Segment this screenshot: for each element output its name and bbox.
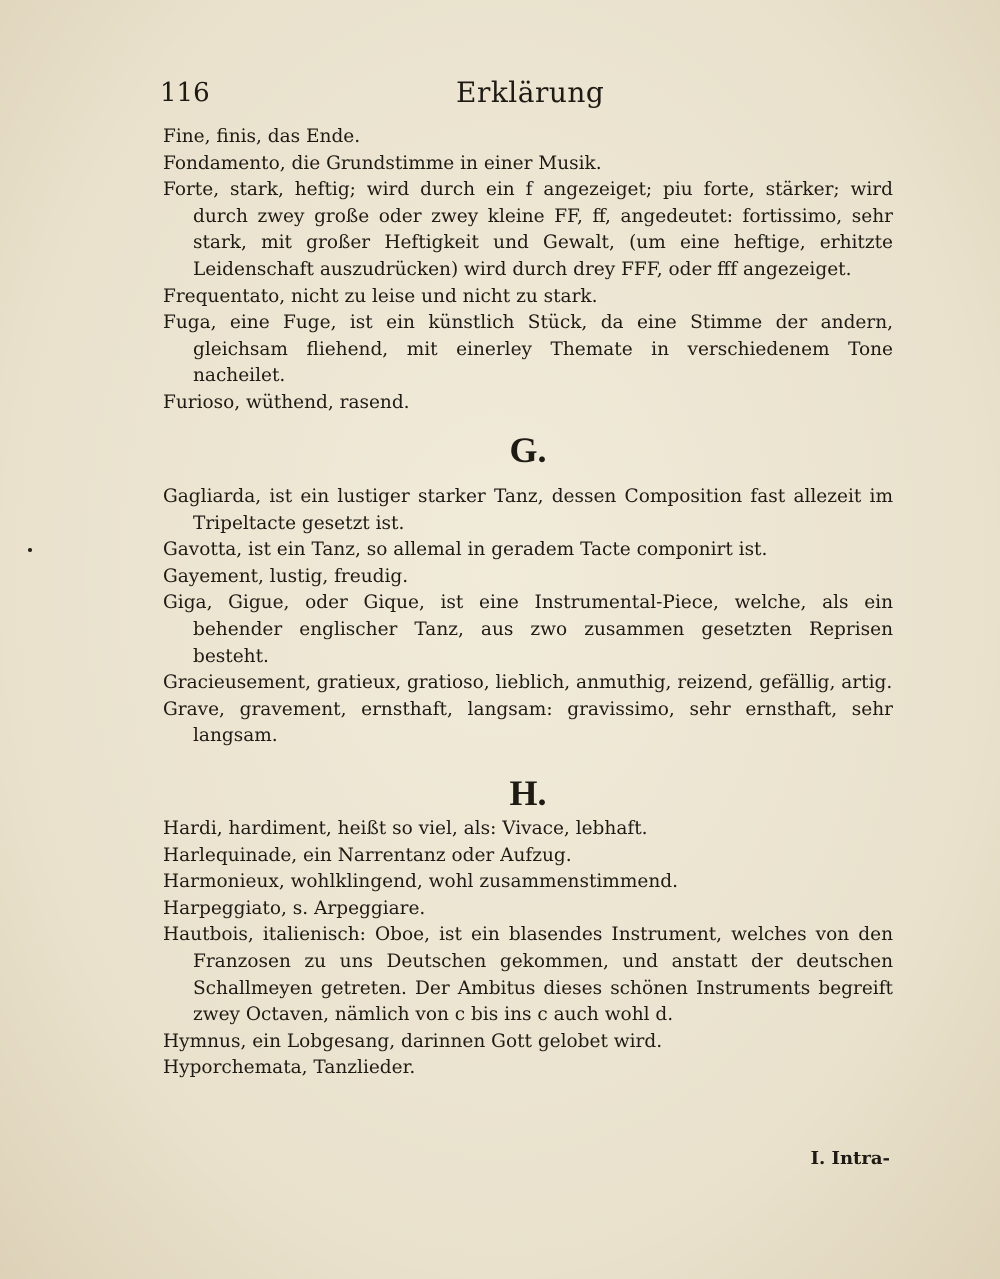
glossary-entry: Hautbois, italienisch: Oboe, ist ein blasendes Instrument, welches von den Franzosen zu uns Deutschen gekommen, und anstatt der deutschen Schallmeyen getreten. Der Ambitus dieses schönen Instruments begreift zwey Octaven, nämlich von c bis ins c auch wohl d.: [163, 924, 893, 1026]
section-g-entries: [163, 484, 893, 750]
glossary-entry: Forte, stark, heftig; wird durch ein f angezeiget; piu forte, stärker; wird durch zwey große oder zwey kleine FF, ff, angedeutet: fortissimo, sehr stark, mit großer Heftigkeit und Gewalt, (um eine heftige, erhitzte Leidenschaft auszudrücken) wird durch drey FFF, oder fff angezeiget.: [163, 179, 893, 280]
glossary-entry: Harpeggiato, s. Arpeggiare.: [163, 897, 426, 919]
glossary-entry: Furioso, wüthend, rasend.: [163, 391, 410, 413]
running-head: Erklärung: [456, 76, 605, 109]
page-number: 116: [160, 78, 210, 108]
page-header: [160, 72, 900, 116]
glossary-entry: Fondamento, die Grundstimme in einer Musik.: [163, 152, 602, 174]
glossary-entry: Hymnus, ein Lobgesang, darinnen Gott gelobet wird.: [163, 1030, 663, 1052]
glossary-entry: Harmonieux, wohlklingend, wohl zusammenstimmend.: [163, 871, 678, 893]
glossary-entry: Gavotta, ist ein Tanz, so allemal in geradem Tacte componirt ist.: [163, 539, 768, 561]
glossary-entry: Gayement, lustig, freudig.: [163, 565, 409, 587]
glossary-entry: Gagliarda, ist ein lustiger starker Tanz, dessen Composition fast allezeit im Tripeltacte gesetzt ist.: [163, 486, 893, 534]
glossary-entry: Grave, gravement, ernsthaft, langsam: gravissimo, sehr ernsthaft, sehr langsam.: [163, 698, 893, 747]
section-letter-h: H.: [509, 773, 547, 813]
section-letter-g: G.: [509, 430, 547, 470]
glossary-entry: Hyporchemata, Tanzlieder.: [163, 1057, 416, 1079]
glossary-entry: Gracieusement, gratieux, gratioso, lieblich, anmuthig, reizend, gefällig, artig.: [163, 672, 893, 694]
glossary-entry: Harlequinade, ein Narrentanz oder Aufzug.: [163, 844, 572, 866]
glossary-entry: Fine, finis, das Ende.: [163, 126, 361, 147]
glossary-entry: Hardi, hardiment, heißt so viel, als: Vivace, lebhaft.: [163, 818, 648, 839]
section-f-entries: [163, 124, 893, 417]
glossary-entry: Giga, Gigue, oder Gique, ist eine Instrumental-Piece, welche, als ein behender englischer Tanz, aus zwo zusammen gesetzten Reprisen besteht.: [163, 592, 893, 667]
margin-mark: [28, 548, 32, 552]
section-h-entries: [163, 816, 893, 1082]
glossary-entry: Frequentato, nicht zu leise und nicht zu stark.: [163, 285, 598, 307]
catchword: I. Intra-: [810, 1148, 890, 1169]
glossary-entry: Fuga, eine Fuge, ist ein künstlich Stück, da eine Stimme der andern, gleichsam fliehend, mit einerley Themate in verschiedenem Tone nacheilet.: [163, 312, 893, 387]
